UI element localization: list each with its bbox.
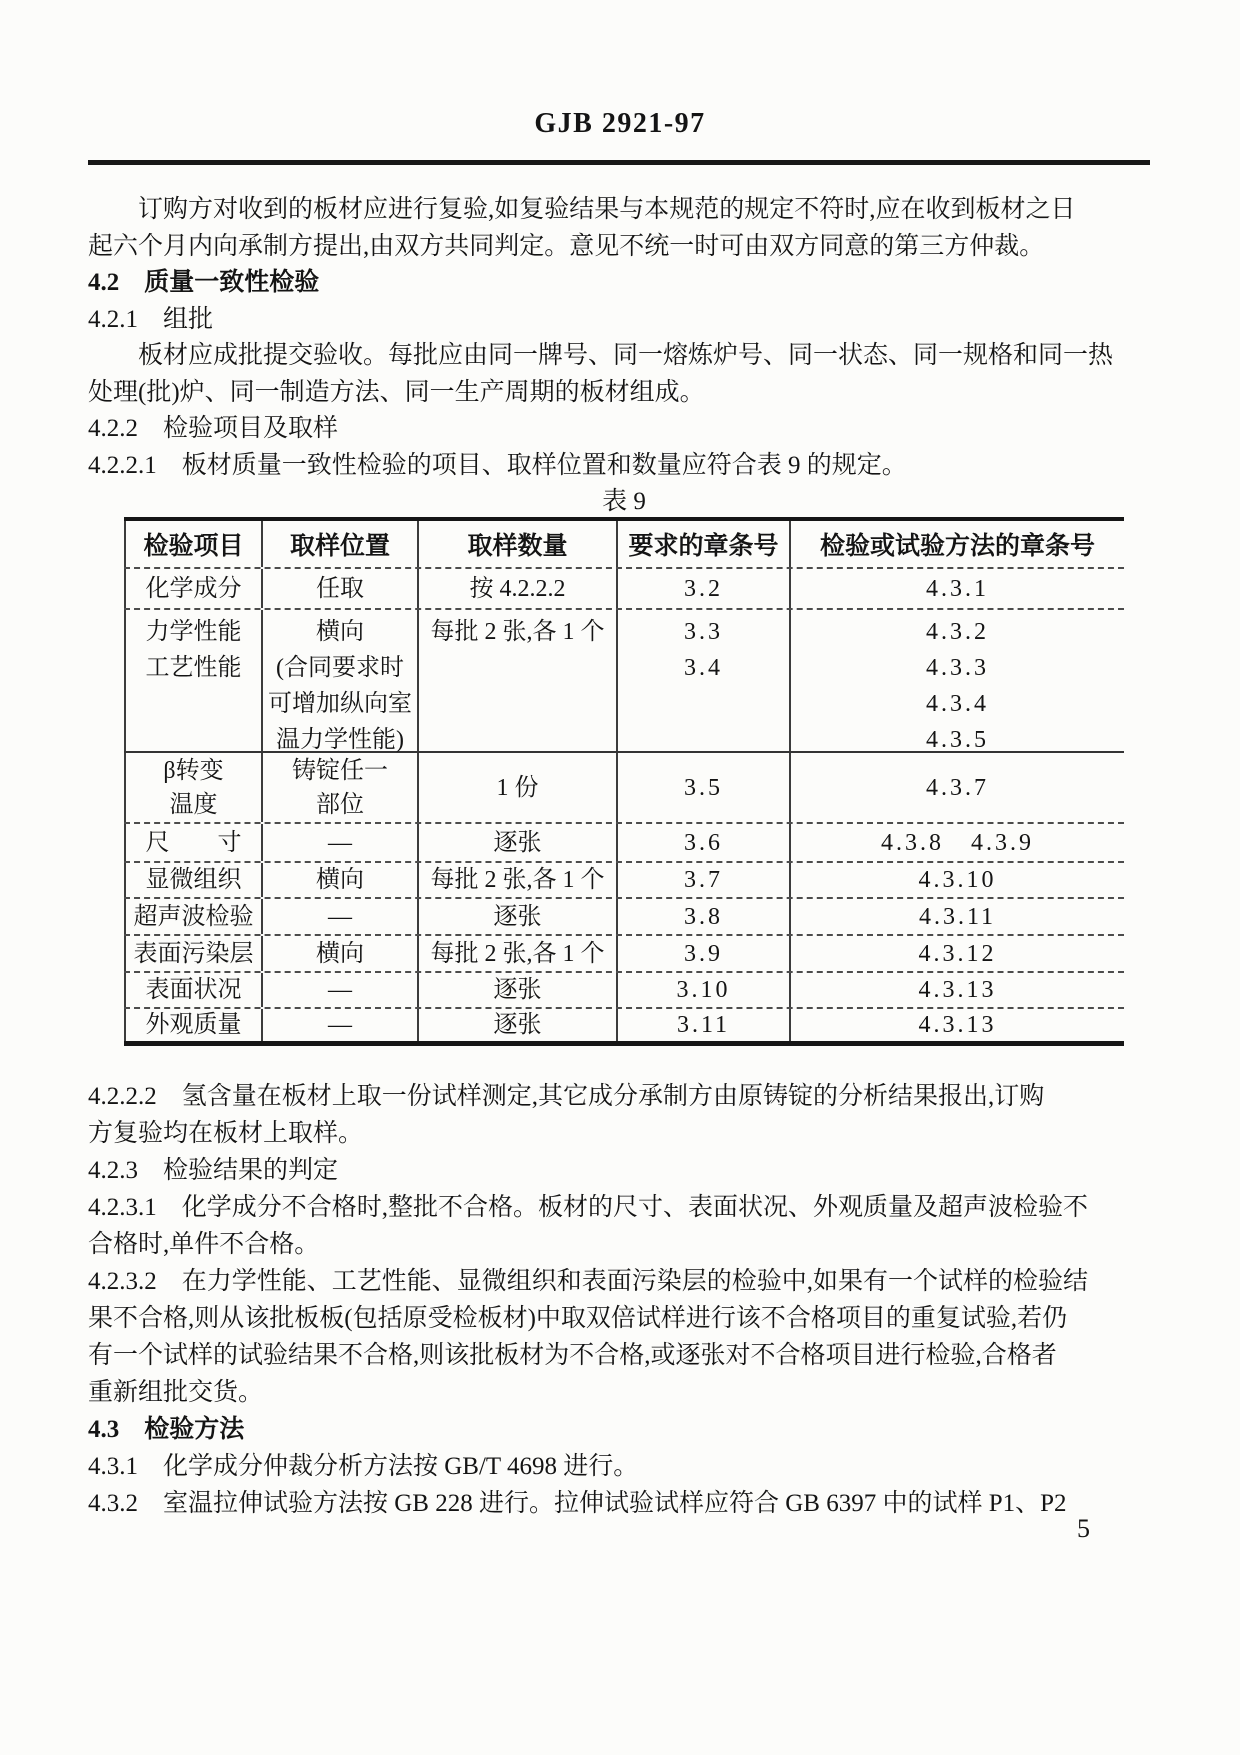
cell-line: — xyxy=(328,977,352,1003)
table-cell xyxy=(417,824,616,861)
table-cell xyxy=(417,899,616,934)
cell-line: 4.3.4 xyxy=(926,691,989,717)
table-row xyxy=(124,822,1124,861)
table-cell xyxy=(616,936,789,971)
cell-line: — xyxy=(328,1012,352,1038)
cell-line: 3.5 xyxy=(684,774,723,801)
text-line: 订购方对收到的板材应进行复验,如复验结果与本规范的规定不符时,应在收到板材之日 xyxy=(138,196,1076,223)
standard-number: GJB 2921-97 xyxy=(534,108,706,139)
table-cell xyxy=(124,899,261,934)
cell-line: 逐张 xyxy=(493,1012,542,1038)
cell-line: 任取 xyxy=(316,575,364,602)
cell-line: 横向 xyxy=(316,940,364,967)
cell-line: 温力学性能) xyxy=(276,727,404,753)
table-cell xyxy=(417,610,616,751)
cell-line: 3.7 xyxy=(684,867,723,893)
cell-line: 工艺性能 xyxy=(145,655,242,681)
table-cell xyxy=(124,936,261,971)
cell-line: 按 4.2.2.2 xyxy=(469,575,566,602)
cell-line: — xyxy=(328,903,352,930)
table-cell xyxy=(789,973,1124,1007)
cell-line: 3.11 xyxy=(676,1012,731,1038)
table-cell xyxy=(417,753,616,822)
cell-line: 每批 2 张,各 1 个 xyxy=(430,867,605,893)
table-row xyxy=(124,1007,1124,1041)
table-cell xyxy=(417,569,616,608)
cell-line: 横向 xyxy=(316,619,364,645)
text-line: 4.3.2 室温拉伸试验方法按 GB 228 进行。拉伸试验试样应符合 GB 6397 中的试样 P1、P2 xyxy=(88,1490,1067,1517)
cell-line: — xyxy=(328,829,352,856)
table-cell xyxy=(616,824,789,861)
cell-line: 部位 xyxy=(316,791,364,818)
cell-line: 3.8 xyxy=(684,903,723,930)
header-rule xyxy=(88,160,1150,165)
table-cell xyxy=(124,753,261,822)
cell-line: (合同要求时 xyxy=(276,655,404,681)
column-header: 取样位置 xyxy=(261,521,417,567)
table-cell xyxy=(417,936,616,971)
cell-line: 外观质量 xyxy=(145,1012,242,1038)
cell-line: 3.6 xyxy=(684,829,723,856)
table-cell xyxy=(124,973,261,1007)
cell-line: 4.3.12 xyxy=(918,940,997,967)
cell-line: β转变 xyxy=(163,757,224,784)
cell-line: 逐张 xyxy=(493,977,542,1003)
table-cell xyxy=(789,863,1124,897)
cell-line: 表面状况 xyxy=(145,977,242,1003)
table-row xyxy=(124,751,1124,822)
table-cell xyxy=(616,610,789,751)
table-caption: 表 9 xyxy=(602,488,646,515)
text-line: 板材应成批提交验收。每批应由同一牌号、同一熔炼炉号、同一状态、同一规格和同一热 xyxy=(138,342,1114,369)
text-line: 合格时,单件不合格。 xyxy=(88,1231,320,1258)
table-row xyxy=(124,567,1124,608)
table-cell xyxy=(124,824,261,861)
table-row xyxy=(124,971,1124,1007)
table-cell xyxy=(261,863,417,897)
text-line: 4.2.3.2 在力学性能、工艺性能、显微组织和表面污染层的检验中,如果有一个试样的检验结 xyxy=(88,1268,1089,1295)
table-cell xyxy=(261,824,417,861)
lower-text-block xyxy=(88,1078,1156,1522)
table-row xyxy=(124,897,1124,934)
cell-line: 超声波检验 xyxy=(133,903,254,930)
cell-line: 逐张 xyxy=(493,829,542,856)
cell-line: 3.4 xyxy=(684,655,723,681)
column-header: 要求的章条号 xyxy=(616,521,789,567)
section-heading-4-2-2: 4.2.2 检验项目及取样 xyxy=(88,415,339,442)
table-cell xyxy=(261,936,417,971)
cell-line: 3.10 xyxy=(676,977,731,1003)
section-heading-4-2-1: 4.2.1 组批 xyxy=(88,305,214,333)
table-cell xyxy=(124,569,261,608)
table-cell xyxy=(616,899,789,934)
table-cell xyxy=(261,899,417,934)
table-cell xyxy=(616,973,789,1007)
cell-line: 每批 2 张,各 1 个 xyxy=(430,619,605,645)
table-cell xyxy=(789,753,1124,822)
table-row xyxy=(124,861,1124,897)
section-heading-4-2-3: 4.2.3 检验结果的判定 xyxy=(88,1157,339,1184)
table-cell xyxy=(789,1009,1124,1041)
table-cell xyxy=(616,863,789,897)
table-cell xyxy=(417,863,616,897)
cell-line: 温度 xyxy=(169,791,218,818)
text-line: 4.2.2.1 板材质量一致性检验的项目、取样位置和数量应符合表 9 的规定。 xyxy=(88,451,907,479)
cell-line: 4.3.3 xyxy=(926,655,989,681)
table-cell xyxy=(789,824,1124,861)
cell-line: 4.3.11 xyxy=(918,903,997,930)
table-cell xyxy=(789,899,1124,934)
cell-line: 4.3.2 xyxy=(926,619,989,645)
cell-line: 显微组织 xyxy=(145,867,242,893)
cell-line: 横向 xyxy=(316,867,364,893)
cell-line: 1 份 xyxy=(496,774,539,801)
cell-line: 每批 2 张,各 1 个 xyxy=(430,940,605,967)
cell-line: 4.3.8 4.3.9 xyxy=(881,829,1034,856)
cell-line: 4.3.1 xyxy=(926,575,989,602)
table-header-row xyxy=(124,521,1124,567)
text-line: 有一个试样的试验结果不合格,则该批板材为不合格,或逐张对不合格项目进行检验,合格者 xyxy=(88,1342,1057,1369)
cell-line: 4.3.13 xyxy=(918,1012,997,1038)
text-line: 4.2.3.1 化学成分不合格时,整批不合格。板材的尺寸、表面状况、外观质量及超声波检验不 xyxy=(88,1194,1089,1221)
table-cell xyxy=(616,569,789,608)
table-cell xyxy=(261,753,417,822)
table-cell xyxy=(417,1009,616,1041)
column-header: 检验项目 xyxy=(124,521,261,567)
table-cell xyxy=(616,1009,789,1041)
page-number: 5 xyxy=(1077,1514,1090,1543)
cell-line: 4.3.7 xyxy=(926,774,989,801)
table-row xyxy=(124,608,1124,751)
text-line: 方复验均在板材上取样。 xyxy=(88,1120,364,1147)
cell-line: 3.9 xyxy=(684,940,723,967)
cell-line: 铸锭任一 xyxy=(292,757,388,784)
text-line: 起六个月内向承制方提出,由双方共同判定。意见不统一时可由双方同意的第三方仲裁。 xyxy=(88,232,1045,260)
table-cell xyxy=(261,973,417,1007)
cell-line: 尺 寸 xyxy=(145,829,242,856)
table-cell xyxy=(789,569,1124,608)
cell-line: 化学成分 xyxy=(145,575,242,602)
cell-line: 逐张 xyxy=(493,903,542,930)
table-cell xyxy=(616,753,789,822)
cell-line: 3.2 xyxy=(684,575,723,602)
cell-line: 4.3.10 xyxy=(918,867,997,893)
table-cell xyxy=(417,973,616,1007)
table-9 xyxy=(124,517,1124,1046)
table-cell xyxy=(789,936,1124,971)
cell-line: 4.3.5 xyxy=(926,727,989,753)
table-cell xyxy=(124,610,261,751)
upper-text-block xyxy=(88,192,1156,484)
table-cell xyxy=(124,863,261,897)
text-line: 重新组批交货。 xyxy=(88,1379,264,1406)
cell-line: 可增加纵向室 xyxy=(268,691,412,717)
table-cell xyxy=(261,569,417,608)
cell-line: 4.3.13 xyxy=(918,977,997,1003)
cell-line: 3.3 xyxy=(684,619,723,645)
column-header: 取样数量 xyxy=(417,521,616,567)
text-line: 4.2.2.2 氢含量在板材上取一份试样测定,其它成分承制方由原铸锭的分析结果报出,订购 xyxy=(88,1083,1045,1110)
table-cell xyxy=(261,1009,417,1041)
section-heading-4-2: 4.2 质量一致性检验 xyxy=(88,269,320,296)
text-line: 4.3.1 化学成分仲裁分析方法按 GB/T 4698 进行。 xyxy=(88,1453,639,1480)
column-header: 检验或试验方法的章条号 xyxy=(789,521,1124,567)
table-cell xyxy=(261,610,417,751)
text-line: 果不合格,则从该批板板(包括原受检板材)中取双倍试样进行该不合格项目的重复试验,若仍 xyxy=(88,1305,1068,1332)
text-line: 处理(批)炉、同一制造方法、同一生产周期的板材组成。 xyxy=(88,378,705,406)
cell-line: 力学性能 xyxy=(145,619,242,645)
table-row xyxy=(124,934,1124,971)
section-heading-4-3: 4.3 检验方法 xyxy=(88,1416,245,1443)
table-cell xyxy=(789,610,1124,751)
cell-line: 表面污染层 xyxy=(133,940,254,967)
table-cell xyxy=(124,1009,261,1041)
